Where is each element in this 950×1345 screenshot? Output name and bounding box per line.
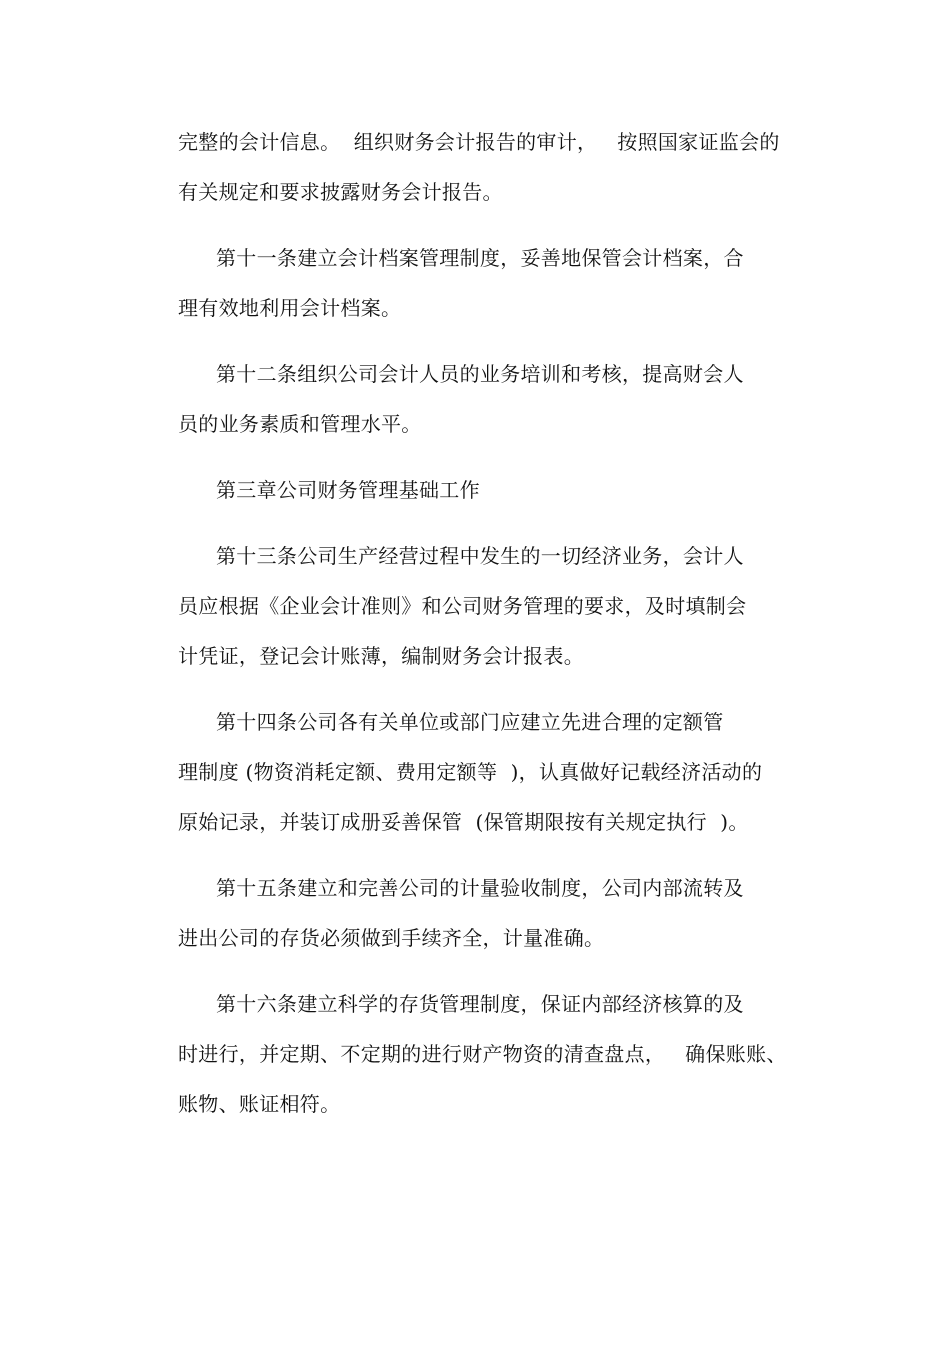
article-14-line: 理制度 (物资消耗定额、费用定额等 )，认真做好记载经济活动的	[178, 760, 763, 784]
paragraph-line: 有关规定和要求披露财务会计报告。	[178, 180, 503, 204]
article-12-line: 员的业务素质和管理水平。	[178, 412, 422, 436]
article-16-line: 账物、账证相符。	[178, 1092, 341, 1116]
article-11-line: 第十一条建立会计档案管理制度，妥善地保管会计档案，合	[216, 246, 744, 270]
article-13-line: 计凭证，登记会计账薄，编制财务会计报表。	[178, 644, 584, 668]
article-13-line: 员应根据《企业会计准则》和公司财务管理的要求，及时填制会	[178, 594, 747, 618]
article-14-line: 原始记录，并装订成册妥善保管 (保管期限按有关规定执行 )。	[178, 810, 749, 834]
article-14-line: 第十四条公司各有关单位或部门应建立先进合理的定额管	[216, 710, 724, 734]
chapter-heading: 第三章公司财务管理基础工作	[216, 478, 480, 502]
article-12-line: 第十二条组织公司会计人员的业务培训和考核，提高财会人	[216, 362, 744, 386]
article-15-line: 进出公司的存货必须做到手续齐全，计量准确。	[178, 926, 605, 950]
article-16-line: 时进行，并定期、不定期的进行财产物资的清查盘点， 确保账账、	[178, 1042, 787, 1066]
article-15-line: 第十五条建立和完善公司的计量验收制度，公司内部流转及	[216, 876, 744, 900]
paragraph-line: 完整的会计信息。 组织财务会计报告的审计， 按照国家证监会的	[178, 130, 780, 154]
article-13-line: 第十三条公司生产经营过程中发生的一切经济业务，会计人	[216, 544, 744, 568]
article-16-line: 第十六条建立科学的存货管理制度，保证内部经济核算的及	[216, 992, 744, 1016]
article-11-line: 理有效地利用会计档案。	[178, 296, 402, 320]
